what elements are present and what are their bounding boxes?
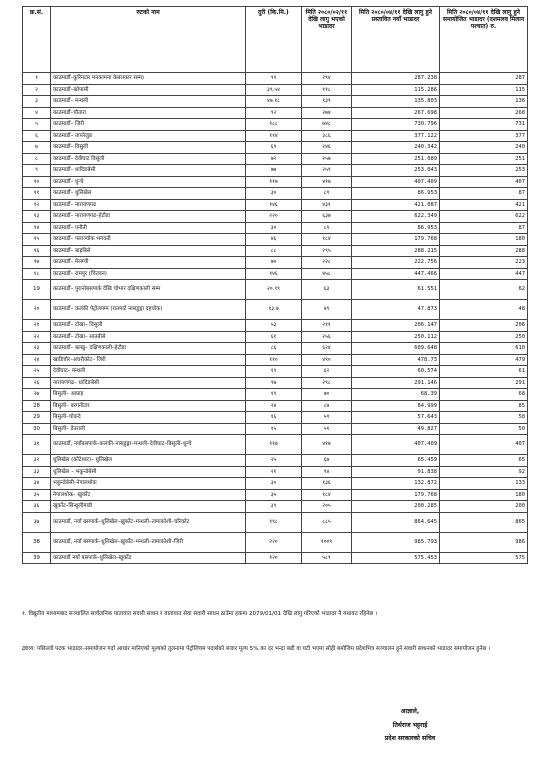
- table-row: [23, 532, 528, 552]
- row-distance: ३९: [246, 501, 302, 513]
- row-serial: ७: [23, 142, 51, 154]
- row-proposed-fare: 65.459: [352, 455, 440, 467]
- fare-table: [22, 6, 528, 564]
- row-current-fare: २४६: [302, 142, 352, 154]
- row-current-fare: ६७: [302, 455, 352, 467]
- table-row: [23, 423, 528, 435]
- row-serial: १: [23, 73, 51, 85]
- row-serial: २४: [23, 354, 51, 366]
- row-proposed-fare: 179.768: [352, 489, 440, 501]
- table-row: [23, 320, 528, 332]
- row-route-name: काठमाडौं– पुरानोबसपार्क देखि चोभार दक्षिणकाली सम्म: [51, 280, 246, 300]
- row-serial: 30: [23, 423, 51, 435]
- row-proposed-fare: 47.873: [352, 300, 440, 320]
- signature-name: तिर्थराज भट्टराई: [392, 722, 428, 729]
- row-route-name: काठमाडौं– जिरी: [51, 119, 246, 131]
- row-distance: ९२: [246, 107, 302, 119]
- row-rounded-fare: 377: [440, 130, 528, 142]
- row-rounded-fare: 986: [440, 532, 528, 552]
- row-serial: २०: [23, 300, 51, 320]
- row-rounded-fare: 206: [440, 320, 528, 332]
- table-row: [23, 489, 528, 501]
- table-row: [23, 466, 528, 478]
- row-rounded-fare: 251: [440, 153, 528, 165]
- table-row: [23, 501, 528, 513]
- row-rounded-fare: 87: [440, 188, 528, 200]
- row-current-fare: १००९: [302, 532, 352, 552]
- row-rounded-fare: 68: [440, 389, 528, 401]
- row-proposed-fare: 200.285: [352, 501, 440, 513]
- row-current-fare: ६३७: [302, 211, 352, 223]
- row-serial: ३६: [23, 501, 51, 513]
- table-row: [23, 245, 528, 257]
- row-route-name: काठमाडौं– ताप्लेजुङ: [51, 130, 246, 142]
- row-current-fare: ४९०: [302, 354, 352, 366]
- row-route-name: काठमाडौं– टोखा– सातबीसे: [51, 331, 246, 343]
- row-current-fare: १८४: [302, 234, 352, 246]
- row-current-fare: २२८: [302, 257, 352, 269]
- row-rounded-fare: 622: [440, 211, 528, 223]
- row-distance: २२०: [246, 211, 302, 223]
- row-current-fare: २७४: [302, 107, 352, 119]
- table-row: [23, 377, 528, 389]
- row-route-name: काठमाडौं– बाह्रबिसे: [51, 245, 246, 257]
- row-distance: ७७: [246, 165, 302, 177]
- row-rounded-fare: 447: [440, 268, 528, 280]
- table-row: [23, 478, 528, 490]
- row-route-name: काठमाडौं– मेलम्ची: [51, 257, 246, 269]
- row-rounded-fare: 223: [440, 257, 528, 269]
- row-current-fare: २९५: [302, 245, 352, 257]
- row-current-fare: ४१७: [302, 176, 352, 188]
- row-serial: १६: [23, 245, 51, 257]
- table-row: [23, 119, 528, 131]
- row-distance: १९: [246, 389, 302, 401]
- row-serial: २३: [23, 343, 51, 355]
- row-current-fare: ४९: [302, 300, 352, 320]
- row-current-fare: ५८९: [302, 552, 352, 564]
- row-rounded-fare: 250: [440, 331, 528, 343]
- row-proposed-fare: 421.087: [352, 199, 440, 211]
- row-serial: २१: [23, 320, 51, 332]
- row-serial: ६: [23, 130, 51, 142]
- row-serial: ३१: [23, 435, 51, 455]
- table-row: [23, 366, 528, 378]
- footnote-electric-vehicles: १. विद्युतीय माध्यमबाट सञ्चालित सार्वजनिक यातायात सवारी साधन र यातायात सेवा सवारी साधन ठाउँमा हकमा 2079/01/01 देखि लागु गरिएको भाडादर नै यथावत रहिनेछ ।: [22, 611, 378, 617]
- row-distance: ३०: [246, 188, 302, 200]
- table-row: [23, 234, 528, 246]
- row-distance: १६: [246, 412, 302, 424]
- row-rounded-fare: 288: [440, 245, 528, 257]
- row-rounded-fare: 50: [440, 423, 528, 435]
- row-proposed-fare: 407.409: [352, 176, 440, 188]
- row-current-fare: ७०: [302, 389, 352, 401]
- table-row: [23, 142, 528, 154]
- header-route: रुटको नाम: [51, 7, 246, 73]
- row-serial: 28: [23, 400, 51, 412]
- row-proposed-fare: 267.698: [352, 107, 440, 119]
- header-serial: क्र.सं.: [23, 7, 51, 73]
- row-route-name: काठमाडौं– पलाञ्चोक भगवती: [51, 234, 246, 246]
- row-route-name: काठमाडौं–खोपासी: [51, 84, 246, 96]
- signature-title: प्रदेश सरकारको सचिव: [384, 735, 436, 742]
- row-distance: १५: [246, 423, 302, 435]
- row-rounded-fare: 240: [440, 142, 528, 154]
- table-row: [23, 188, 528, 200]
- row-proposed-fare: 377.122: [352, 130, 440, 142]
- row-rounded-fare: 58: [440, 412, 528, 424]
- row-serial: ५: [23, 119, 51, 131]
- row-current-fare: २९४: [302, 73, 352, 85]
- row-route-name: काठमाडौं, नयाँबसपार्क–कलंकी–नासडुङ्गा–मन्थली–देवीघाट–बिसुली–धुन्चे: [51, 435, 246, 455]
- row-rounded-fare: 48: [440, 300, 528, 320]
- row-rounded-fare: 85: [440, 400, 528, 412]
- row-distance: ८८: [246, 245, 302, 257]
- row-serial: ३७: [23, 512, 51, 532]
- row-route-name: भकुन्डेबेसी–नेपालथोक: [51, 478, 246, 490]
- table-row: [23, 412, 528, 424]
- row-rounded-fare: 610: [440, 343, 528, 355]
- row-proposed-fare: 253.043: [352, 165, 440, 177]
- row-serial: २२: [23, 331, 51, 343]
- row-route-name: काठमाडौं– धादिङबेसी: [51, 165, 246, 177]
- row-rounded-fare: 136: [440, 96, 528, 108]
- row-proposed-fare: 84.999: [352, 400, 440, 412]
- row-distance: ९७: [246, 377, 302, 389]
- row-current-fare: १३६: [302, 478, 352, 490]
- row-distance: ७०: [246, 257, 302, 269]
- row-proposed-fare: 135.803: [352, 96, 440, 108]
- row-distance: ११४: [246, 130, 302, 142]
- row-distance: १२०: [246, 552, 302, 564]
- row-route-name: देवीघाट– मन्थली: [51, 366, 246, 378]
- row-route-name: बिसुली–चोकदे: [51, 412, 246, 424]
- row-current-fare: २५६: [302, 331, 352, 343]
- row-route-name: काठमाडौं–चौतारा: [51, 107, 246, 119]
- row-serial: 39: [23, 552, 51, 564]
- row-rounded-fare: 61: [440, 366, 528, 378]
- table-row: [23, 84, 528, 96]
- row-rounded-fare: 115: [440, 84, 528, 96]
- row-distance: १४६: [246, 268, 302, 280]
- row-distance: ३०: [246, 478, 302, 490]
- row-proposed-fare: 240.342: [352, 142, 440, 154]
- row-distance: ११७: [246, 176, 302, 188]
- row-route-name: काठमाडौं– धुलिखेल: [51, 188, 246, 200]
- row-proposed-fare: 407.409: [352, 435, 440, 455]
- row-current-fare: २५७: [302, 153, 352, 165]
- row-serial: १३: [23, 211, 51, 223]
- row-serial: २: [23, 84, 51, 96]
- table-row: [23, 300, 528, 320]
- row-rounded-fare: 62: [440, 280, 528, 300]
- row-route-name: बिसुली– आप्राह: [51, 389, 246, 401]
- row-distance: २५: [246, 455, 302, 467]
- table-row: [23, 107, 528, 119]
- table-row: [23, 165, 528, 177]
- row-serial: ३: [23, 96, 51, 108]
- row-proposed-fare: 132.872: [352, 478, 440, 490]
- row-distance: ४६: [246, 234, 302, 246]
- row-proposed-fare: 57.643: [352, 412, 440, 424]
- row-route-name: नेपालथोक– खुर्कोट: [51, 489, 246, 501]
- row-route-name: काठमाडौं नयाँ बसपार्क–धुलिखेल–खुर्कोट: [51, 552, 246, 564]
- row-proposed-fare: 222.756: [352, 257, 440, 269]
- row-distance: २०.९९: [246, 280, 302, 300]
- table-row: [23, 199, 528, 211]
- row-rounded-fare: 180: [440, 234, 528, 246]
- row-route-name: खुर्कोट–सिन्धुलीमाडी: [51, 501, 246, 513]
- table-row: [23, 389, 528, 401]
- row-route-name: काठमाडौं, नयाँ बसपार्क–धुलिखेल–खुर्कोट–मन्थली–तामाकोशी–चरिकोट: [51, 512, 246, 532]
- row-route-name: काठमाडौं– बल्खु– दक्षिणकाली–हेटौडा: [51, 343, 246, 355]
- row-current-fare: ६३: [302, 280, 352, 300]
- row-rounded-fare: 731: [440, 119, 528, 131]
- row-proposed-fare: 985.793: [352, 532, 440, 552]
- table-row: [23, 552, 528, 564]
- row-route-name: काठमाडौं–कुरिनटार मनकामना केबलकार सम्म): [51, 73, 246, 85]
- table-row: [23, 176, 528, 188]
- row-serial: ११: [23, 188, 51, 200]
- row-distance: ८६: [246, 343, 302, 355]
- row-distance: ३९.५४: [246, 84, 302, 96]
- row-route-name: बिसुली– डेउराली: [51, 423, 246, 435]
- row-proposed-fare: 206.147: [352, 320, 440, 332]
- row-current-fare: २५९: [302, 165, 352, 177]
- table-row: [23, 280, 528, 300]
- row-current-fare: ८७: [302, 400, 352, 412]
- row-current-fare: ४३१: [302, 199, 352, 211]
- row-rounded-fare: 479: [440, 354, 528, 366]
- row-route-name: धुलिखेल (कोटेश्वर)– धुलिखेल: [51, 455, 246, 467]
- row-serial: ३३: [23, 466, 51, 478]
- row-distance: ४७.१८: [246, 96, 302, 108]
- row-proposed-fare: 291.146: [352, 377, 440, 389]
- row-distance: २४: [246, 400, 302, 412]
- row-serial: ३५: [23, 489, 51, 501]
- row-distance: १४६: [246, 199, 302, 211]
- row-current-fare: ६२: [302, 366, 352, 378]
- table-row: [23, 455, 528, 467]
- row-distance: ११०: [246, 354, 302, 366]
- row-current-fare: २११: [302, 320, 352, 332]
- row-proposed-fare: 287.238: [352, 73, 440, 85]
- table-row: [23, 130, 528, 142]
- row-serial: ४: [23, 107, 51, 119]
- row-rounded-fare: 407: [440, 435, 528, 455]
- footnote-price-adjustment: द्रष्टव्य: पछिल्लो पटक भाडादर–समायोजन गर्दा आधार मानिएको मूल्यको तुलनामा पेट्रोलियम पदार्थको बजार मूल्य 5% का दर भन्दा बढी वा घटी भएमा सोही बमोजिम प्रदेशभित्र सञ्चालन हुने सवारी साधनको भाडादर समायोजन हुनेछ ।: [22, 646, 491, 652]
- row-proposed-fare: 250.112: [352, 331, 440, 343]
- row-distance: ७२: [246, 153, 302, 165]
- table-row: [23, 153, 528, 165]
- row-rounded-fare: 287: [440, 73, 528, 85]
- row-proposed-fare: 86.953: [352, 188, 440, 200]
- row-rounded-fare: 87: [440, 222, 528, 234]
- row-rounded-fare: 407: [440, 176, 528, 188]
- row-rounded-fare: 92: [440, 466, 528, 478]
- row-route-name: काठमाडौं– रामपुर (चितवन): [51, 268, 246, 280]
- table-row: [23, 257, 528, 269]
- table-row: [23, 73, 528, 85]
- row-rounded-fare: 421: [440, 199, 528, 211]
- row-proposed-fare: 68.39: [352, 389, 440, 401]
- row-proposed-fare: 609.648: [352, 343, 440, 355]
- fare-table-body: [23, 73, 528, 564]
- header-distance: दुरी (कि.मि.): [246, 7, 302, 73]
- row-proposed-fare: 49.827: [352, 423, 440, 435]
- row-rounded-fare: 268: [440, 107, 528, 119]
- table-row: [23, 268, 528, 280]
- row-distance: १८८: [246, 119, 302, 131]
- row-serial: १४: [23, 222, 51, 234]
- row-route-name: काठमाडौं– मन्थली: [51, 96, 246, 108]
- row-current-fare: ११८: [302, 84, 352, 96]
- row-current-fare: ७४८: [302, 119, 352, 131]
- row-current-fare: ९४: [302, 466, 352, 478]
- row-serial: 29: [23, 412, 51, 424]
- row-serial: ३४: [23, 478, 51, 490]
- row-proposed-fare: 730.796: [352, 119, 440, 131]
- row-route-name: काठमाडौं– विसुली: [51, 142, 246, 154]
- row-current-fare: ५१: [302, 423, 352, 435]
- row-current-fare: ८८५: [302, 512, 352, 532]
- row-proposed-fare: 622.349: [352, 211, 440, 223]
- row-rounded-fare: 253: [440, 165, 528, 177]
- row-proposed-fare: 61.551: [352, 280, 440, 300]
- row-current-fare: ४५८: [302, 268, 352, 280]
- row-current-fare: २०५: [302, 501, 352, 513]
- row-serial: 19: [23, 280, 51, 300]
- row-serial: 38: [23, 532, 51, 552]
- row-serial: ३२: [23, 455, 51, 467]
- header-proposed-fare: मिति २०८०/०४/११ देखि लागु हुने प्रस्तावित नयाँ भाडादर: [352, 7, 440, 73]
- row-rounded-fare: 291: [440, 377, 528, 389]
- row-proposed-fare: 288.215: [352, 245, 440, 257]
- row-serial: ९: [23, 165, 51, 177]
- row-serial: २७: [23, 389, 51, 401]
- row-route-name: काठमाडौं– देवीघाट विसुली: [51, 153, 246, 165]
- row-distance: ५३: [246, 320, 302, 332]
- table-row: [23, 512, 528, 532]
- row-route-name: धुलिखेल – भकुन्डेबेसी: [51, 466, 246, 478]
- row-distance: ६१: [246, 331, 302, 343]
- row-serial: १०: [23, 176, 51, 188]
- row-current-fare: ८९: [302, 222, 352, 234]
- row-serial: १७: [23, 257, 51, 269]
- row-current-fare: ५९: [302, 412, 352, 424]
- row-proposed-fare: 60.574: [352, 366, 440, 378]
- row-current-fare: ३८६: [302, 130, 352, 142]
- row-rounded-fare: 180: [440, 489, 528, 501]
- row-proposed-fare: 115.286: [352, 84, 440, 96]
- row-rounded-fare: 65: [440, 455, 528, 467]
- row-serial: १८: [23, 268, 51, 280]
- row-current-fare: १८४: [302, 489, 352, 501]
- row-rounded-fare: 133: [440, 478, 528, 490]
- row-proposed-fare: 86.953: [352, 222, 440, 234]
- row-current-fare: १३९: [302, 96, 352, 108]
- row-route-name: बिसुली– बरगनीटार: [51, 400, 246, 412]
- table-header-row: [23, 7, 528, 73]
- table-row: [23, 96, 528, 108]
- signature-order: आज्ञाले,: [400, 708, 420, 715]
- row-distance: १९८: [246, 512, 302, 532]
- table-row: [23, 400, 528, 412]
- table-row: [23, 211, 528, 223]
- row-distance: १९: [246, 366, 302, 378]
- row-proposed-fare: 251.089: [352, 153, 440, 165]
- row-serial: १५: [23, 234, 51, 246]
- row-route-name: खाडिचौर–अचरौकोट– जिरी: [51, 354, 246, 366]
- row-proposed-fare: 179.768: [352, 234, 440, 246]
- row-distance: २२०: [246, 532, 302, 552]
- row-serial: ८: [23, 153, 51, 165]
- row-proposed-fare: 575.453: [352, 552, 440, 564]
- row-proposed-fare: 478.73: [352, 354, 440, 366]
- table-row: [23, 354, 528, 366]
- table-row: [23, 222, 528, 234]
- header-rounded-fare: मिति २०८०/०४/११ देखि लागु हुने समायोजित भाडादर (दशमलव मिलान पश्चात) रु.: [440, 7, 528, 73]
- row-proposed-fare: 447.466: [352, 268, 440, 280]
- table-row: [23, 331, 528, 343]
- row-route-name: काठमाडौं– नारायणगढ–हेटौडा: [51, 211, 246, 223]
- row-distance: ३०: [246, 222, 302, 234]
- row-current-fare: २९८: [302, 377, 352, 389]
- row-route-name: काठमाडौं– टोखा– विसुली: [51, 320, 246, 332]
- row-serial: २५: [23, 366, 51, 378]
- row-distance: ९९: [246, 73, 302, 85]
- row-rounded-fare: 575: [440, 552, 528, 564]
- row-route-name: काठमाडौं– धुन्चे: [51, 176, 246, 188]
- row-proposed-fare: 864.645: [352, 512, 440, 532]
- row-route-name: काठमाडौं, नयाँ बसपार्क–धुलिखेल–खुर्कोट–मन्थली–तामाकोशी–जिरी: [51, 532, 246, 552]
- row-distance: ११७: [246, 435, 302, 455]
- row-rounded-fare: 865: [440, 512, 528, 532]
- row-serial: २६: [23, 377, 51, 389]
- row-route-name: नारायणगढ– धादिङबेसी: [51, 377, 246, 389]
- row-current-fare: ४१७: [302, 435, 352, 455]
- header-current-fare: मिति २०८०/०२/११ देखि लागु भएको भाडादर: [302, 7, 352, 73]
- table-row: [23, 343, 528, 355]
- row-current-fare: ६२४: [302, 343, 352, 355]
- row-rounded-fare: 200: [440, 501, 528, 513]
- row-distance: २१: [246, 466, 302, 478]
- row-serial: १२: [23, 199, 51, 211]
- row-current-fare: ८९: [302, 188, 352, 200]
- table-row: [23, 435, 528, 455]
- row-route-name: काठमाडौं– पनौती: [51, 222, 246, 234]
- row-proposed-fare: 91.838: [352, 466, 440, 478]
- row-distance: १३.७: [246, 300, 302, 320]
- row-distance: ६९: [246, 142, 302, 154]
- row-route-name: काठमाडौं– नारायणगढ: [51, 199, 246, 211]
- row-route-name: काठमाडौं– कलंकी पेट्रोलपम्प (रातमाटे नासडुङ्गा दहचोक): [51, 300, 246, 320]
- row-distance: ३५: [246, 489, 302, 501]
